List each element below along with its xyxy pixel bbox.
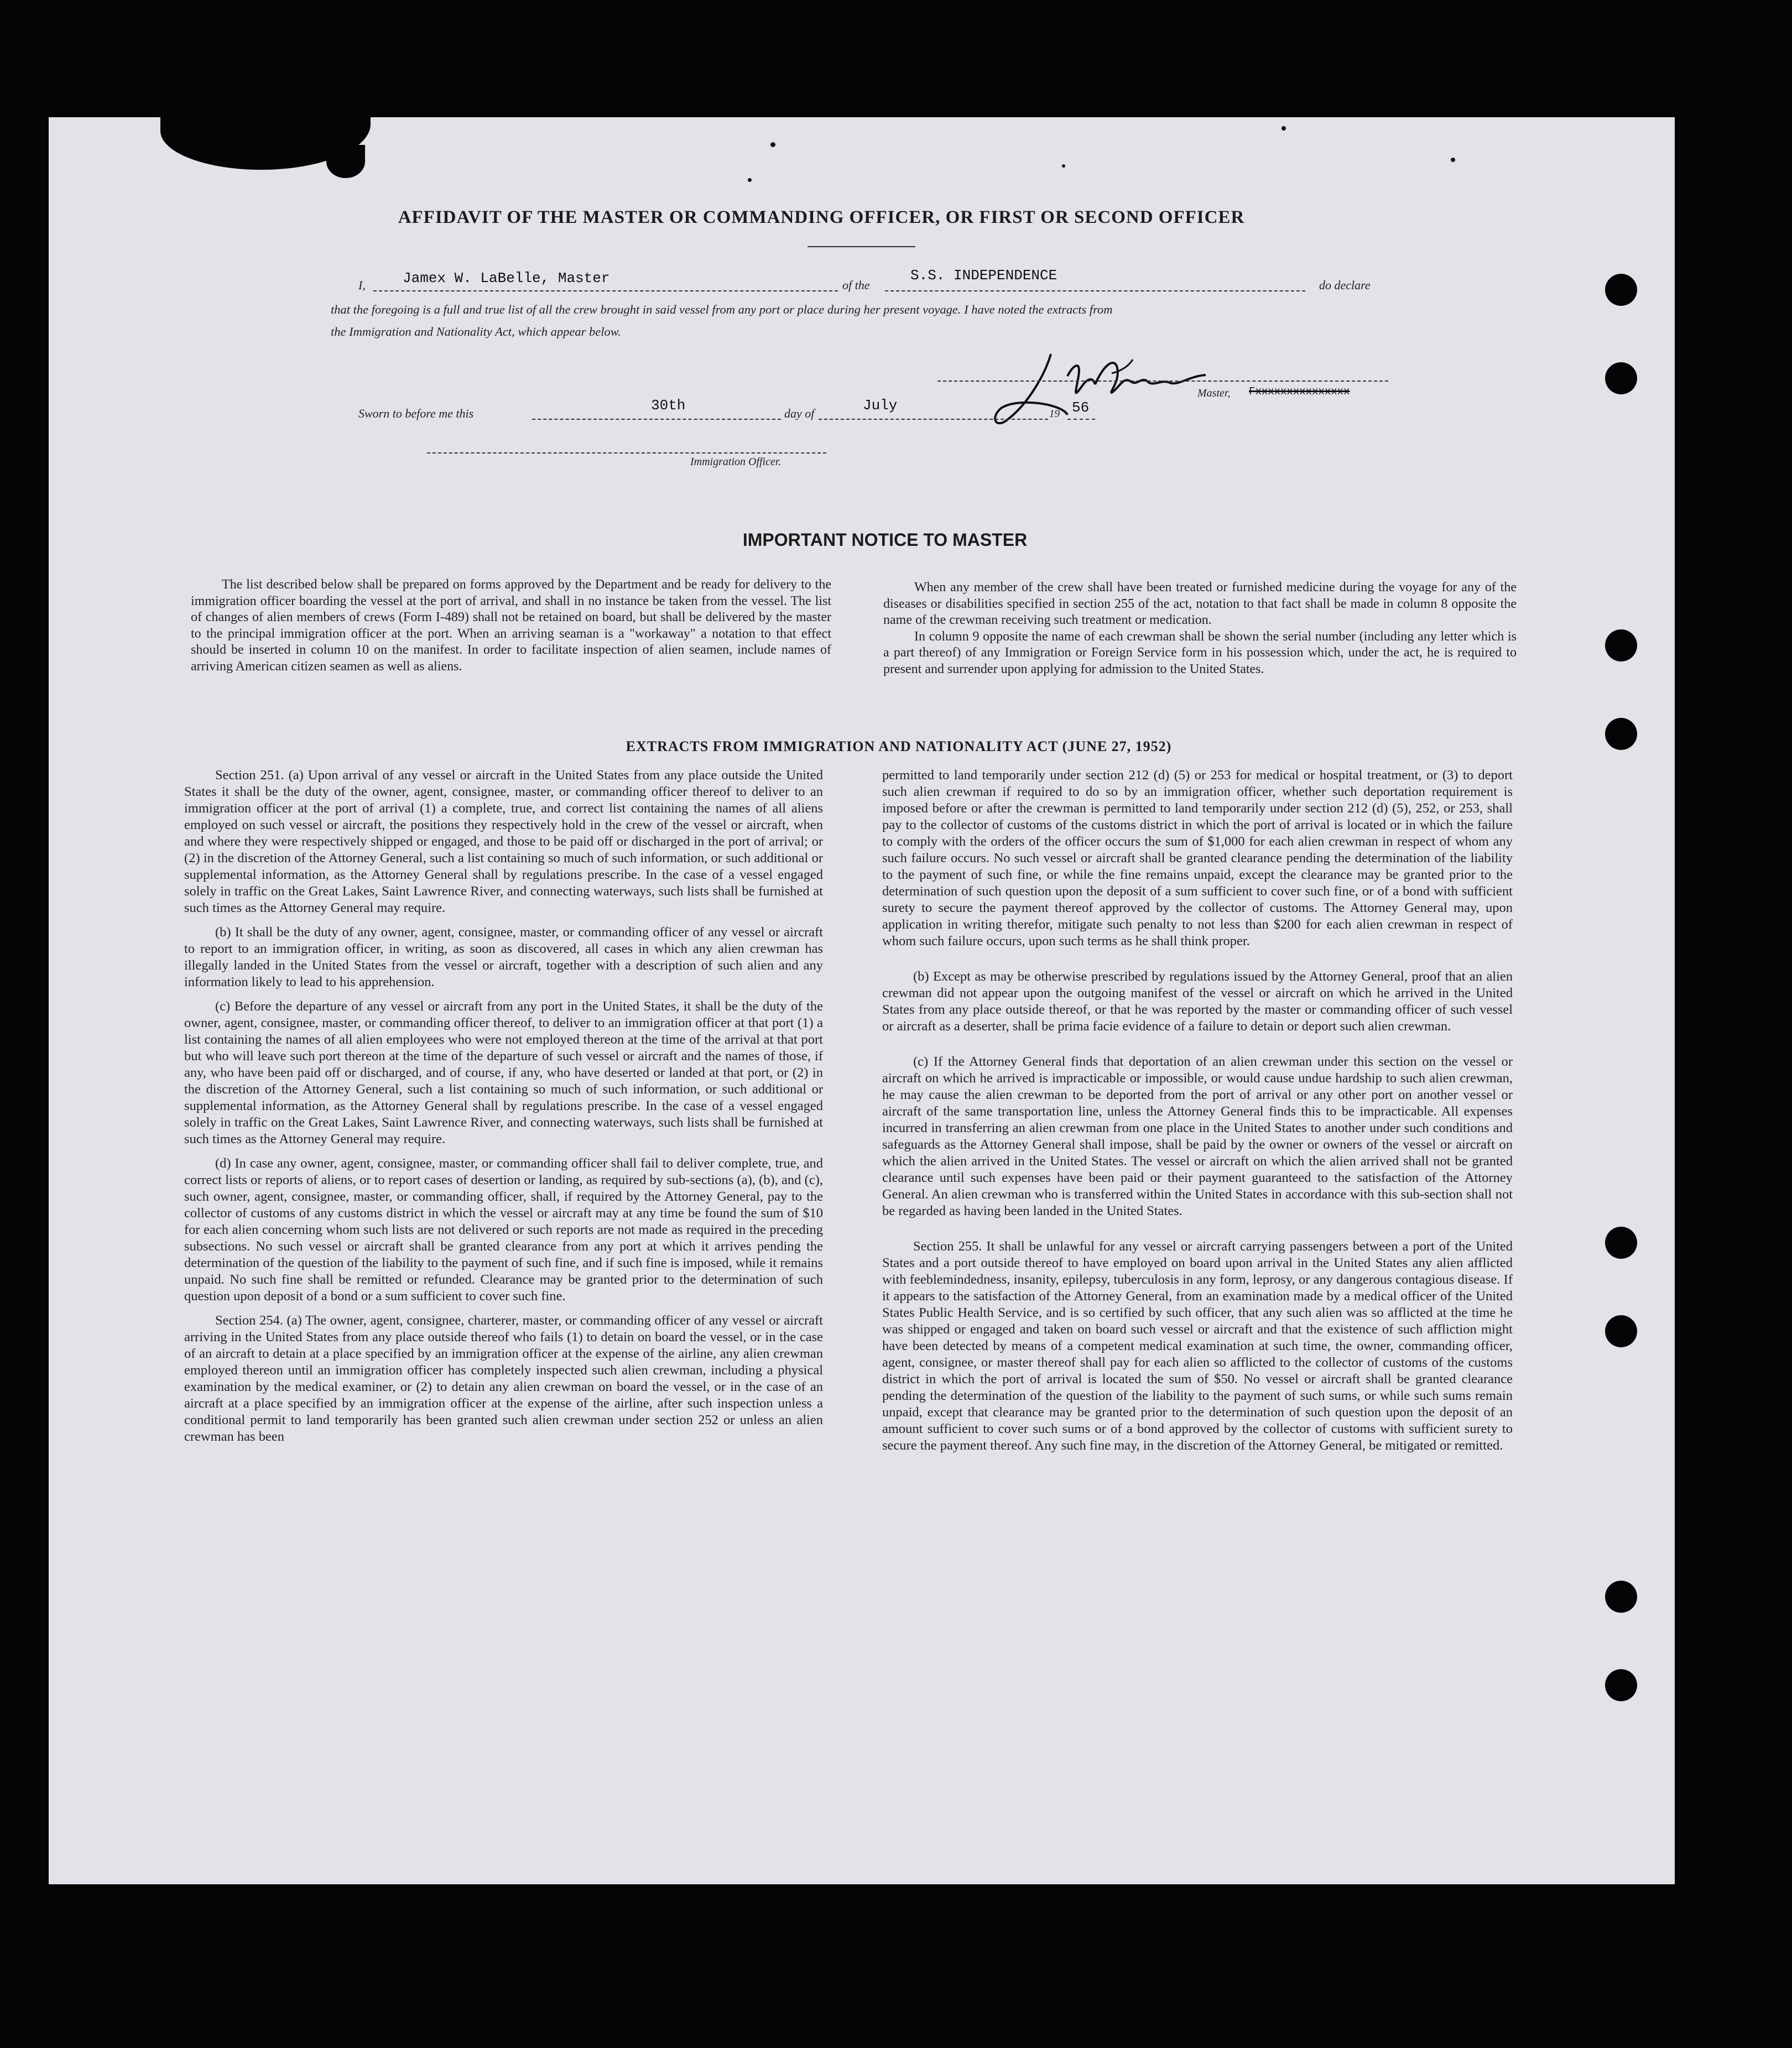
declarant-line (373, 290, 838, 291)
extract-paragraph: (c) If the Attorney General finds that deportation of an alien crewman under this section on the vessel or aircraft on which he arrived is impracticable or impossible, or would cause undue hardship to such alien crewman, he may cause the alien crewman to be deported from the port of arrival or any other port on another vessel or aircraft of the same transportation line, unless the Attorney General finds this to be impracticable. All expenses incurred in transferring an alien crewman from one place in the United States to another under such conditions and safeguards as the Attorney General shall impose, shall be paid by the owner or owners of the vessel or aircraft on which the alien arrived in the United States. The vessel or aircraft on which the alien arrived shall not be granted clearance until such expenses have been paid or their payment guaranteed to the satisfaction of the Attorney General. An alien crewman who is transferred within the United States in accordance with this sub-section shall not be regarded as having been landed in the United States. (882, 1054, 1513, 1218)
notice-right-paragraph: In column 9 opposite the name of each crewman shall be shown the serial number (including any letter which is a part thereof) of any Immigration or Foreign Service form in his possession which, under the act, he is required to present and surrender upon applying for admission to the United States. (883, 629, 1517, 676)
speck (748, 178, 752, 182)
speck (770, 142, 775, 147)
day-of-label: day of (784, 407, 815, 420)
declarant-name: Jamex W. LaBelle, Master (403, 270, 610, 286)
extracts-title: EXTRACTS FROM IMMIGRATION AND NATIONALITY ACT (JUNE 27, 1952) (626, 738, 1172, 754)
immigration-officer-label: Immigration Officer. (690, 456, 782, 468)
extract-paragraph: permitted to land temporarily under section 212 (d) (5) or 253 for medical or hospital treatment, or (3) to deport such alien crewman if required to do so by an immigration officer, whether such deportation requirement is imposed before or after the crewman is permitted to land temporarily under section 212 (d) (5), 252, or 253, shall pay to the collector of customs of the customs district in which the port of arrival is located or in which the failure to comply with the orders of the officer occurs the sum of $1,000 for each alien crewman in respect of whom any such failure occurs. No such vessel or aircraft shall be granted clearance pending the determination of the liability to the payment of such fine, or while the fine remains unpaid, except the clearance may be granted prior to the determination of such question upon the deposit of a sum sufficient to cover such fine, or of a bond with sufficient surety to secure the payment thereof approved by the collector of customs. The Attorney General may, upon application in writing therefor, mitigate such penalty to not less than $200 for each alien crewman in respect of whom such failure occurs, upon such terms as he shall think proper. (882, 768, 1513, 949)
declaration-text-line: the Immigration and Nationality Act, which appear below. (331, 325, 621, 338)
master-signature-line (937, 381, 1388, 382)
extracts-right-column (882, 767, 1513, 1462)
binder-hole (1605, 274, 1637, 306)
binder-hole (1605, 1315, 1637, 1347)
speck (1282, 126, 1286, 131)
master-title-crossed: Fxxxxxxxxxxxxxxx (1249, 385, 1350, 398)
notice-right-column (883, 580, 1517, 678)
binder-hole (1605, 1227, 1637, 1259)
sworn-month: July (863, 397, 898, 414)
extract-paragraph: Section 254. (a) The owner, agent, consignee, charterer, master, or commanding officer of any vessel or aircraft arriving in the United States from any place outside thereof who fails (1) to detain on board the vessel, or in the case of an aircraft to detain at a place specified by an immigration officer at the expense of the airline, any alien crewman employed thereon until an immigration officer has completely inspected such alien crewman, including a physical examination by the medical examiner, or (2) to detain any alien crewman on board the vessel, or in the case of an aircraft at a place specified by an immigration officer at the expense of the airline, after such inspection unless a conditional permit to land temporarily has been granted such alien crewman under section 252 or unless an alien crewman has been (184, 1313, 823, 1444)
speck (1062, 164, 1065, 168)
extract-paragraph: (b) It shall be the duty of any owner, agent, consignee, master, or commanding officer of any vessel or aircraft to report to an immigration officer, in writing, as soon as discovered, all cases in which any alien crewman has illegally landed in the United States from the vessel or aircraft, together with a description of such alien and any information likely to lead to his apprehension. (184, 925, 823, 989)
i-label: I, (358, 278, 366, 292)
vessel-name: S.S. INDEPENDENCE (910, 267, 1058, 284)
torn-corner-notch (326, 145, 365, 178)
binder-hole (1605, 629, 1637, 661)
binder-hole (1605, 1669, 1637, 1701)
binder-hole (1605, 1581, 1637, 1613)
extract-paragraph: (c) Before the departure of any vessel or aircraft from any port in the United States, it shall be the duty of the owner, agent, consignee, master, or commanding officer thereof, to deliver to an immigration officer at that port (1) a list containing the names of all alien employees who were not employed thereon at the time of the arrival at that port but who will leave such port thereon at the time of the departure of such vessel or aircraft and the names of those, if any, who have been paid off or discharged, and of course, if any, who have deserted or landed at that port, or (2) in the discretion of the Attorney General, such a list containing so much of such information, or such additional or supplemental information, as the Attorney General shall by regulations prescribe. In the case of a vessel engaged solely in traffic on the Great Lakes, Saint Lawrence River, and connecting waterways, such lists shall be furnished at such times as the Attorney General may require. (184, 999, 823, 1147)
speck (1451, 158, 1455, 162)
notice-title: IMPORTANT NOTICE TO MASTER (742, 530, 1028, 550)
extract-paragraph: (d) In case any owner, agent, consignee, master, or commanding officer shall fail to deliver complete, true, and correct lists or reports of aliens, or to report cases of desertion or landing, as required by sub-sections (a), (b), and (c), such owner, agent, consignee, master, or commanding officer, shall, if required by the Attorney General, pay to the collector of customs of any customs district in which the vessel or aircraft may at any time be found the sum of $10 for each alien concerning whom such lists are not delivered or such reports are not made as required in the preceding subsections. No such vessel or aircraft shall be granted clearance from any port at which it arrives pending the determination of the question of the liability to the payment of such fine, and if such fine is imposed, while it remains unpaid. No such fine shall be remitted or refunded. Clearance may be granted prior to the determination of such question upon deposit of a bond or a sum sufficient to cover such fine. (184, 1156, 823, 1304)
do-declare-label: do declare (1319, 278, 1371, 292)
immigration-officer-line (427, 452, 826, 454)
sworn-label: Sworn to before me this (358, 407, 474, 420)
title-underline (808, 246, 915, 247)
sworn-day: 30th (651, 397, 686, 414)
vessel-line (885, 290, 1305, 291)
year-prefix: 19 (1049, 408, 1060, 420)
master-label: Master, (1197, 387, 1231, 399)
binder-hole (1605, 718, 1637, 750)
affidavit-title: AFFIDAVIT OF THE MASTER OR COMMANDING OFFICER, OR FIRST OR SECOND OFFICER (398, 207, 1245, 227)
extract-paragraph: (b) Except as may be otherwise prescribed by regulations issued by the Attorney General, proof that an alien crewman did not appear upon the outgoing manifest of the vessel or aircraft on which he arrived in the United States from any place outside thereof, or that he was reported by the master or commanding officer of such vessel or aircraft as a deserter, shall be prima facie evidence of a failure to detain or deport such alien crewman. (882, 969, 1513, 1034)
sworn-day-line (532, 419, 781, 420)
extract-paragraph: Section 251. (a) Upon arrival of any vessel or aircraft in the United States from any place outside the United States it shall be the duty of the owner, agent, consignee, master, or commanding officer thereof to deliver to an immigration officer at the port of arrival (1) a complete, true, and correct list containing the names of all aliens employed on such vessel or aircraft, the positions they respectively hold in the crew of the vessel or aircraft, when and where they were respectively shipped or engaged, and those to be paid off or discharged in the port of arrival; or (2) in the discretion of the Attorney General, such a list containing so much of such information, or such additional or supplemental information, as the Attorney General shall by regulations prescribe. In the case of a vessel engaged solely in traffic on the Great Lakes, Saint Lawrence River, and connecting waterways, such lists shall be furnished at such times as the Attorney General may require. (184, 768, 823, 915)
binder-hole (1605, 362, 1637, 394)
notice-left-column (191, 577, 831, 675)
notice-right-paragraph: When any member of the crew shall have been treated or furnished medicine during the voyage for any of the diseases or disabilities specified in section 255 of the act, notation to that fact shall be made in column 8 opposite the name of the crewman receiving such treatment or medication. (883, 580, 1517, 628)
year-suffix: 56 (1072, 399, 1090, 416)
declaration-text-line: that the foregoing is a full and true list of all the crew brought in said vessel from any port or place during her present voyage. I have noted the extracts from (331, 303, 1113, 316)
extract-paragraph: Section 255. It shall be unlawful for any vessel or aircraft carrying passengers between a port of the United States and a port outside thereof to have employed on board upon arrival in the United States any alien afflicted with feeblemindedness, insanity, epilepsy, tuberculosis in any form, leprosy, or any dangerous contagious disease. If it appears to the satisfaction of the Attorney General, from an examination made by a medical officer of the United States Public Health Service, and is so certified by such officer, that any such alien was so afflicted at the time he was shipped or engaged and taken on board such vessel or aircraft and that the existence of such affliction might have been detected by means of a competent medical examination at such time, the owner, commanding officer, agent, consignee, or master thereof shall pay for each alien so afflicted to the collector of customs of the customs district in which the port of arrival is located the sum of $50. No vessel or aircraft shall be granted clearance pending the determination of the question of the liability to the payment of such sums, or while such sums remain unpaid, except that clearance may be granted prior to the determination of such question upon the deposit of an amount sufficient to cover such sums or of a bond approved by the collector of customs with sufficient surety to secure the payment thereof. Any such fine may, in the discretion of the Attorney General, be mitigated or remitted. (882, 1239, 1513, 1453)
notice-left-paragraph: The list described below shall be prepared on forms approved by the Department and be ready for delivery to the immigration officer boarding the vessel at the port of arrival, and shall in no instance be taken from the vessel. The list of changes of alien members of crews (Form I-489) shall not be retained on board, but shall be delivered by the master to the principal immigration officer at the port. When an arriving seaman is a "workaway" a notation to that effect should be inserted in column 10 on the manifest. In order to facilitate inspection of alien seamen, include names of arriving American citizen seamen as well as aliens. (191, 577, 831, 674)
year-line (1067, 419, 1095, 420)
of-the-label: of the (842, 278, 870, 292)
extracts-left-column (184, 767, 823, 1453)
sworn-month-line (819, 419, 1048, 420)
